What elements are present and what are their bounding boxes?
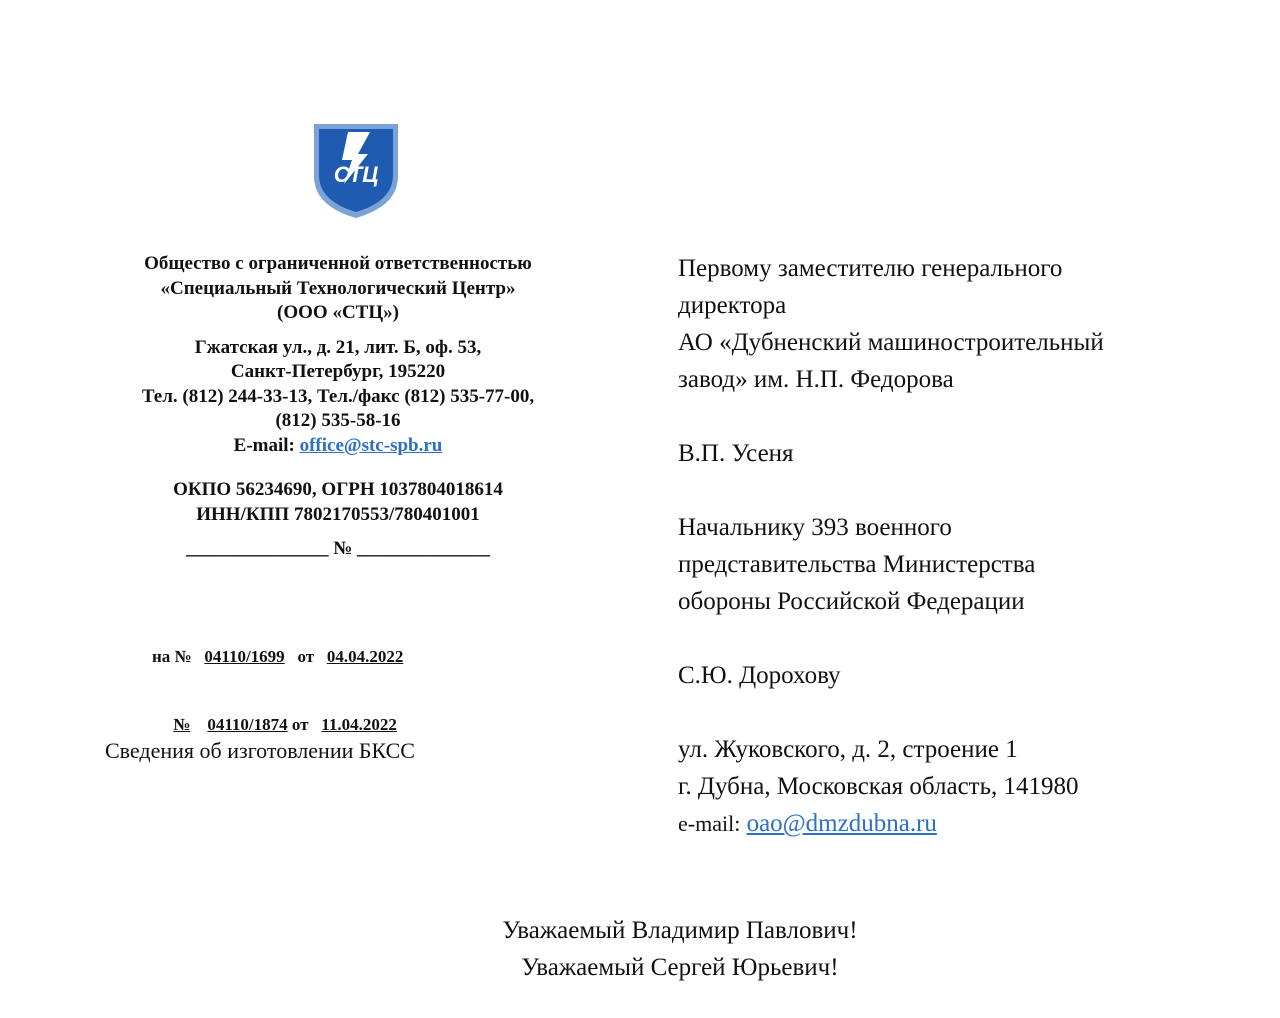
addressee-line6: представительства Министерства <box>678 551 1036 578</box>
sender-phone-line2: (812) 535-58-16 <box>275 410 401 431</box>
ref-number-1: 04110/1699 <box>204 647 285 666</box>
reference-row-2 <box>152 714 403 737</box>
reference-row-1 <box>152 646 403 669</box>
sender-email-label: E-mail: <box>233 434 295 456</box>
addressee-line5: Начальнику 393 военного <box>678 514 952 541</box>
greetings <box>380 912 980 986</box>
stc-shield-logo <box>308 118 404 222</box>
addressee-line2: директора <box>678 292 787 319</box>
addressee-email-link[interactable]: oao@dmzdubna.ru <box>746 810 937 837</box>
addressee-email-row <box>678 805 1198 842</box>
registration-line: _______________ № ______________ <box>185 538 491 559</box>
ref-na-label: на № <box>152 647 192 666</box>
company-logo <box>308 118 404 222</box>
addressee-block <box>678 250 1198 842</box>
sender-letterhead <box>88 252 588 562</box>
ref-num-label: № <box>173 714 191 734</box>
sender-address-line2: Санкт-Петербург, 195220 <box>230 361 446 382</box>
sender-phone-line1: Тел. (812) 244-33-13, Тел./факс (812) 535-77-00, <box>141 385 535 407</box>
sender-email-row <box>88 434 588 459</box>
org-name-line1: Общество с ограниченной ответственностью <box>144 253 532 274</box>
reference-numbers <box>152 601 403 759</box>
addressee-line3: АО «Дубненский машиностроительный <box>678 329 1104 356</box>
ref-ot-label-2: от <box>291 714 309 734</box>
logo-text: СТЦ <box>333 162 379 187</box>
letter-subject: Сведения об изготовлении БКСС <box>105 738 415 763</box>
greeting-line-1: Уважаемый Владимир Павлович! <box>502 917 858 944</box>
org-name-line2: «Специальный Технологический Центр» <box>160 277 516 299</box>
greeting-line-2: Уважаемый Сергей Юрьевич! <box>521 954 839 981</box>
ref-date-2: 11.04.2022 <box>321 714 397 734</box>
okpo-ogrn: ОКПО 56234690, ОГРН 1037804018614 <box>173 479 503 500</box>
ref-ot-label-1: от <box>297 647 315 666</box>
ref-number-2: 04110/1874 <box>207 714 288 734</box>
addressee-address-1: ул. Жуковского, д. 2, строение 1 <box>678 736 1018 763</box>
addressee-line7: обороны Российской Федерации <box>678 588 1025 615</box>
org-short-name: (ООО «СТЦ») <box>277 302 399 323</box>
sender-address-line1: Гжатская ул., д. 21, лит. Б, оф. 53, <box>194 336 482 358</box>
addressee-email-label: e-mail: <box>678 811 741 836</box>
addressee-name-2: С.Ю. Дорохову <box>678 662 841 689</box>
sender-email-link[interactable]: office@stc-spb.ru <box>299 434 443 456</box>
addressee-line1: Первому заместителю генерального <box>678 255 1063 282</box>
addressee-line4: завод» им. Н.П. Федорова <box>678 366 954 393</box>
addressee-name-1: В.П. Усеня <box>678 440 794 467</box>
addressee-address-2: г. Дубна, Московская область, 141980 <box>678 773 1079 800</box>
ref-date-1: 04.04.2022 <box>326 647 404 666</box>
inn-kpp: ИНН/КПП 7802170553/780401001 <box>196 503 480 525</box>
